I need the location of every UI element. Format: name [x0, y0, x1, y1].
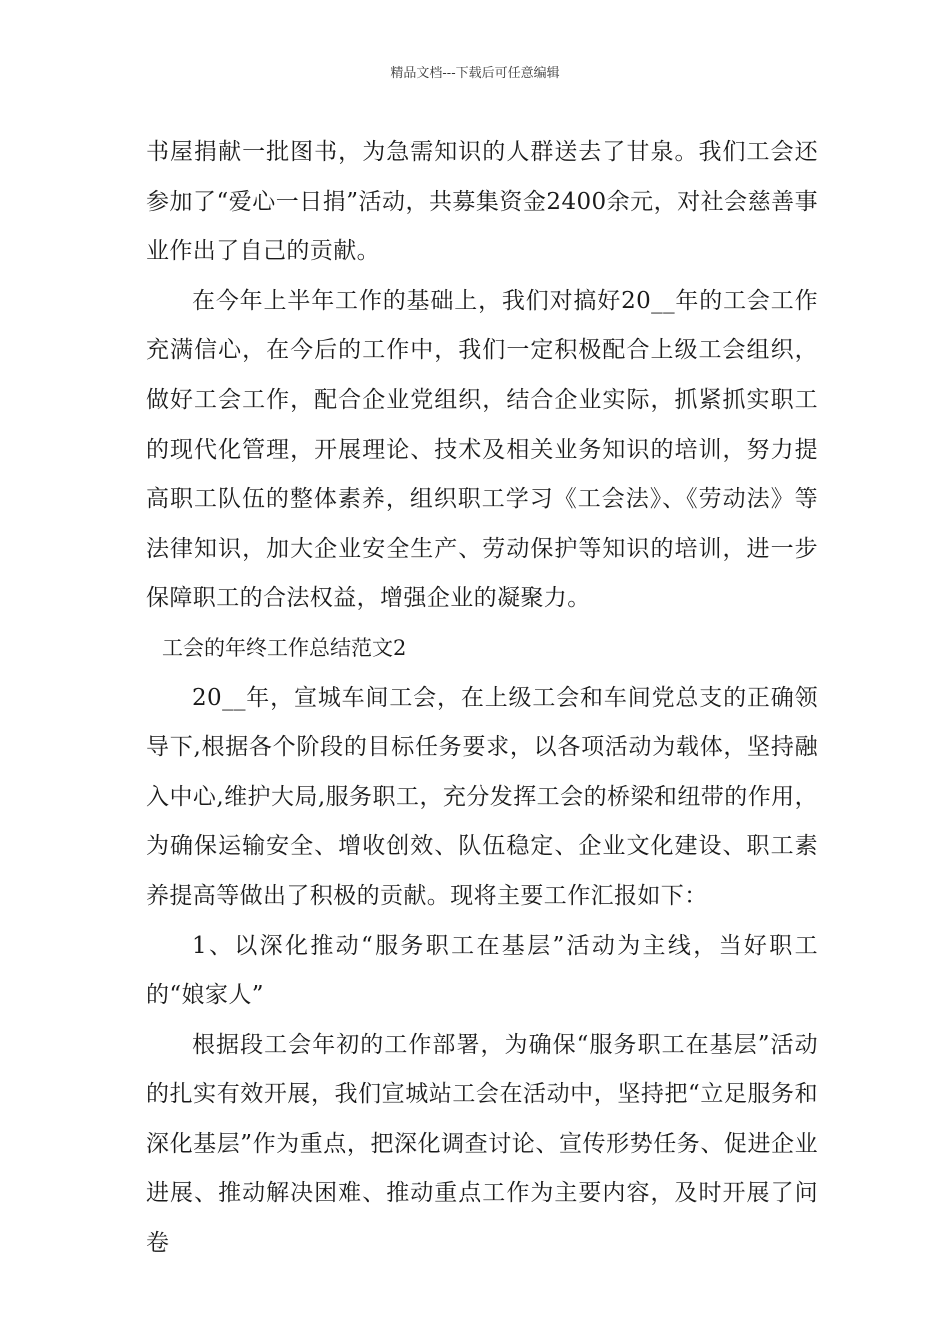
paragraph-intro: 20__年，宣城车间工会，在上级工会和车间党总支的正确领导下,根据各个阶段的目标任务要求，以各项活动为载体，坚持融入中心,维护大局,服务职工，充分发挥工会的桥梁和纽带的作用，为确保运输安全、增收创效、队伍稳定、企业文化建设、职工素养提高等做出了积极的贡献。现将主要工作汇报如下： [146, 684, 818, 909]
page-header: 精品文档---下载后可任意编辑 [390, 66, 560, 81]
subsection-heading: 1、以深化推动“服务职工在基层”活动为主线，当好职工的“娘家人” [146, 932, 818, 1009]
section-title: 工会的年终工作总结范文2 [162, 635, 407, 660]
document-body [146, 128, 818, 1269]
paragraph-outlook: 在今年上半年工作的基础上，我们对搞好20__年的工会工作充满信心，在今后的工作中，我们一定积极配合上级工会组织，做好工会工作，配合企业党组织，结合企业实际，抓紧抓实职工的现代化管理，开展理论、技术及相关业务知识的培训，努力提高职工队伍的整体素养，组织职工学习《工会法》、《劳动法》等法律知识，加大企业安全生产、劳动保护等知识的培训，进一步保障职工的合法权益，增强企业的凝聚力。 [146, 287, 818, 612]
paragraph-body: 根据段工会年初的工作部署，为确保“服务职工在基层”活动的扎实有效开展，我们宣城站工会在活动中，坚持把“立足服务和深化基层”作为重点，把深化调查讨论、宣传形势任务、促进企业进展、推动解决困难、推动重点工作为主要内容，及时开展了问卷 [146, 1031, 818, 1257]
paragraph-continuation: 书屋捐献一批图书，为急需知识的人群送去了甘泉。我们工会还参加了“爱心一日捐”活动，共募集资金2400余元，对社会慈善事业作出了自己的贡献。 [146, 139, 818, 265]
